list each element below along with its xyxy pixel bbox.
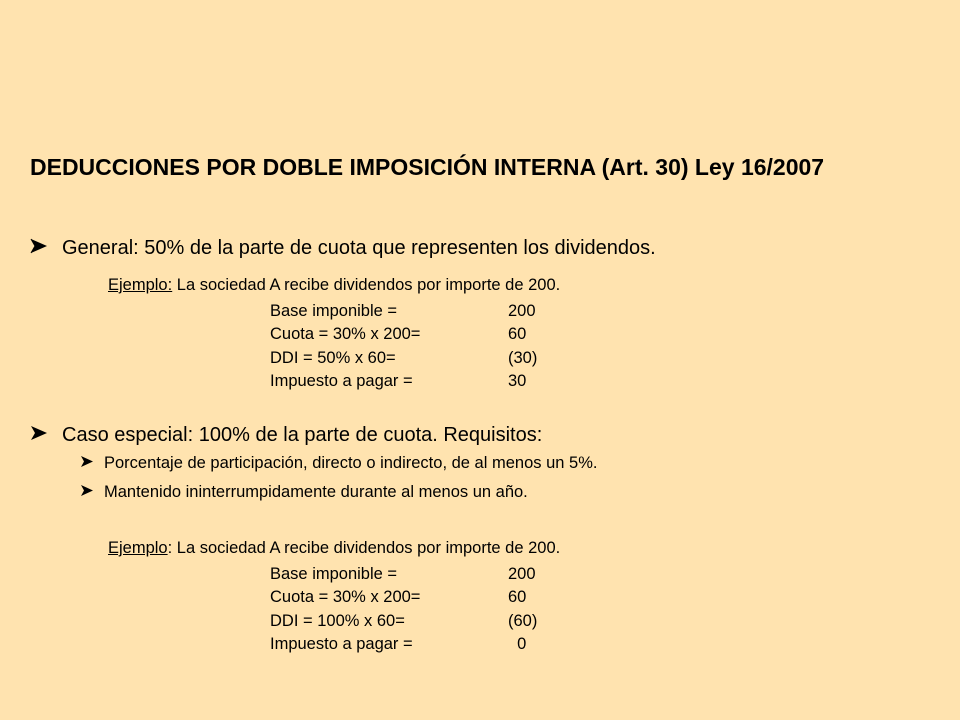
arrowhead-bullet-icon xyxy=(30,235,48,261)
example-text: : La sociedad A recibe dividendos por importe de 200. xyxy=(167,539,561,557)
calc-label: DDI = 50% x 60= xyxy=(270,348,396,367)
calc-value: 60 xyxy=(508,325,527,344)
requirement-item xyxy=(80,452,597,474)
calc-table-general xyxy=(270,299,670,393)
slide-title: DEDUCCIONES POR DOBLE IMPOSICIÓN INTERNA (Art. 30) Ley 16/2007 xyxy=(30,154,825,180)
example-label: Ejemplo: xyxy=(108,276,173,294)
calc-label: Cuota = 30% x 200= xyxy=(270,588,421,607)
calc-value: 60 xyxy=(508,588,527,607)
calc-row xyxy=(270,609,670,633)
calc-row xyxy=(270,346,670,370)
calc-label: Cuota = 30% x 200= xyxy=(270,325,421,344)
calc-value: 200 xyxy=(508,301,536,320)
bullet-special-text: Caso especial: 100% de la parte de cuota. Requisitos: xyxy=(62,424,543,446)
example-label: Ejemplo xyxy=(108,539,168,557)
calc-row xyxy=(270,370,670,394)
calc-row xyxy=(270,586,670,610)
arrowhead-bullet-icon xyxy=(30,422,48,448)
calc-value: (30) xyxy=(508,348,538,367)
arrowhead-bullet-icon xyxy=(80,481,94,503)
calc-row xyxy=(270,323,670,347)
calc-value: 30 xyxy=(508,372,527,391)
example-general xyxy=(108,274,560,296)
calc-label: Impuesto a pagar = xyxy=(270,372,413,391)
calc-value: 200 xyxy=(508,564,536,583)
arrowhead-bullet-icon xyxy=(80,452,94,474)
calc-label: Base imponible = xyxy=(270,301,398,320)
calc-label: Impuesto a pagar = xyxy=(270,635,413,654)
requirement-text: Porcentaje de participación, directo o indirecto, de al menos un 5%. xyxy=(104,454,598,472)
calc-table-special xyxy=(270,562,670,656)
example-text: La sociedad A recibe dividendos por importe de 200. xyxy=(172,276,561,294)
calc-row xyxy=(270,299,670,323)
calc-label: Base imponible = xyxy=(270,564,398,583)
bullet-general xyxy=(30,235,656,261)
calc-row xyxy=(270,562,670,586)
calc-value: 0 xyxy=(508,635,527,654)
calc-value: (60) xyxy=(508,611,538,630)
bullet-general-text: General: 50% de la parte de cuota que representen los dividendos. xyxy=(62,237,656,259)
example-special xyxy=(108,537,560,559)
calc-row xyxy=(270,633,670,657)
calc-label: DDI = 100% x 60= xyxy=(270,611,405,630)
requirement-text: Mantenido ininterrumpidamente durante al menos un año. xyxy=(104,483,528,501)
requirement-item xyxy=(80,481,528,503)
bullet-special xyxy=(30,422,542,448)
